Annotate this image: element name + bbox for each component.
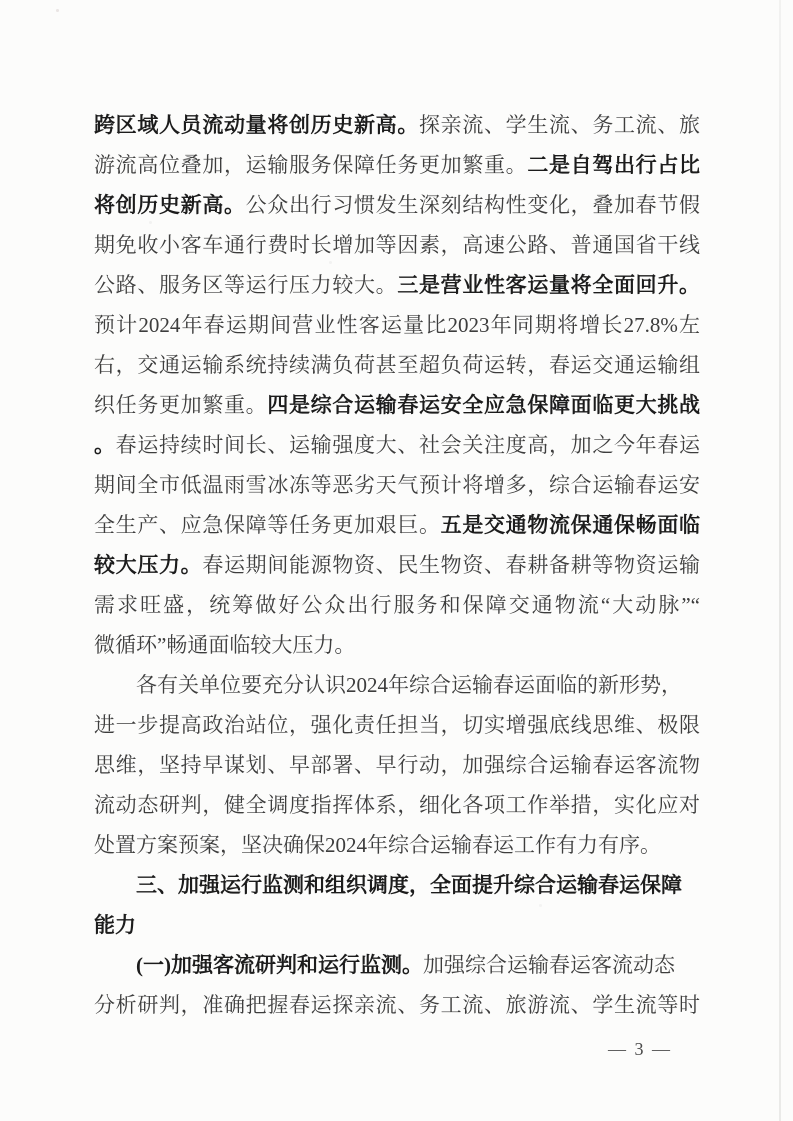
text-line bbox=[94, 705, 700, 745]
body-text-segment: 各有关单位要充分认识2024年综合运输春运面临的新形势， bbox=[136, 673, 682, 697]
emphasis-text-segment: 五是交通物流保通保畅面临 bbox=[440, 513, 701, 537]
body-text-segment: 流动态研判，健全调度指挥体系，细化各项工作举措，实化应对 bbox=[94, 793, 700, 817]
emphasis-text-segment: 跨区域人员流动量将创历史新高。 bbox=[94, 113, 419, 137]
body-text-segment: 春运期间能源物资、民生物资、春耕备耕等物资运输 bbox=[202, 553, 701, 577]
text-line bbox=[94, 225, 700, 265]
text-line bbox=[94, 585, 700, 625]
text-line bbox=[94, 345, 700, 385]
body-text-segment: 期间全市低温雨雪冰冻等恶劣天气预计将增多，综合运输春运安 bbox=[94, 473, 700, 497]
body-text-segment: 预计2024年春运期间营业性客运量比2023年同期将增长27.8%左 bbox=[94, 313, 700, 337]
text-line bbox=[94, 945, 700, 985]
body-text-segment: 分析研判，准确把握春运探亲流、务工流、旅游流、学生流等时 bbox=[94, 993, 700, 1017]
text-line bbox=[94, 865, 700, 905]
text-line bbox=[94, 265, 700, 305]
text-line bbox=[94, 825, 700, 865]
emphasis-text-segment: 三、加强运行监测和组织调度，全面提升综合运输春运保障 bbox=[136, 873, 682, 897]
text-line bbox=[94, 905, 700, 945]
emphasis-text-segment: 能力 bbox=[94, 913, 136, 937]
text-line bbox=[94, 425, 700, 465]
text-line bbox=[94, 745, 700, 785]
body-text-segment: 进一步提高政治站位，强化责任担当，切实增强底线思维、极限 bbox=[94, 713, 700, 737]
emphasis-text-segment: 将创历史新高。 bbox=[94, 193, 246, 217]
text-line bbox=[94, 545, 700, 585]
emphasis-text-segment: 较大压力。 bbox=[94, 553, 203, 577]
text-line bbox=[94, 465, 700, 505]
body-text-segment: 微循环”畅通面临较大压力。 bbox=[94, 633, 356, 657]
text-line bbox=[94, 785, 700, 825]
body-text-segment: 公路、服务区等运行压力较大。 bbox=[94, 273, 398, 297]
body-text-segment: 处置方案预案，坚决确保2024年综合运输春运工作有力有序。 bbox=[94, 833, 661, 857]
scanner-edge-line bbox=[779, 0, 781, 1121]
emphasis-text-segment: (一)加强客流研判和运行监测。 bbox=[136, 953, 423, 977]
body-text-segment: 春运持续时间长、运输强度大、社会关注度高，加之今年春运 bbox=[115, 433, 701, 457]
text-line bbox=[94, 625, 700, 665]
body-text-segment: 右，交通运输系统持续满负荷甚至超负荷运转，春运交通运输组 bbox=[94, 353, 700, 377]
text-line bbox=[94, 505, 700, 545]
body-text-segment: 织任务更加繁重。 bbox=[94, 393, 268, 417]
text-line bbox=[94, 105, 700, 145]
emphasis-text-segment: 四是综合运输春运安全应急保障面临更大挑战 bbox=[267, 393, 701, 417]
body-text-segment: 探亲流、学生流、务工流、旅 bbox=[419, 113, 700, 137]
body-text-segment: 加强综合运输春运客流动态 bbox=[423, 953, 675, 977]
body-text-segment: 需求旺盛，统筹做好公众出行服务和保障交通物流“大动脉”“ bbox=[94, 593, 700, 617]
text-line bbox=[94, 385, 700, 425]
text-line bbox=[94, 145, 700, 185]
text-line bbox=[94, 985, 700, 1025]
emphasis-text-segment: 二是自驾出行占比 bbox=[527, 153, 701, 177]
body-text-segment: 思维，坚持早谋划、早部署、早行动，加强综合运输春运客流物 bbox=[94, 753, 700, 777]
body-text-segment: 期免收小客车通行费时长增加等因素，高速公路、普通国省干线 bbox=[94, 233, 700, 257]
emphasis-text-segment: 三是营业性客运量将全面回升。 bbox=[397, 273, 701, 297]
text-line bbox=[94, 665, 700, 705]
text-line bbox=[94, 305, 700, 345]
text-line bbox=[94, 185, 700, 225]
scan-noise-speckles bbox=[0, 0, 1, 1]
document-text-block bbox=[94, 105, 700, 1025]
body-text-segment: 游流高位叠加，运输服务保障任务更加繁重。 bbox=[94, 153, 528, 177]
page-number: — 3 — bbox=[608, 1039, 672, 1059]
emphasis-text-segment: 。 bbox=[94, 433, 116, 457]
body-text-segment: 全生产、应急保障等任务更加艰巨。 bbox=[94, 513, 441, 537]
body-text-segment: 公众出行习惯发生深刻结构性变化，叠加春节假 bbox=[245, 193, 701, 217]
